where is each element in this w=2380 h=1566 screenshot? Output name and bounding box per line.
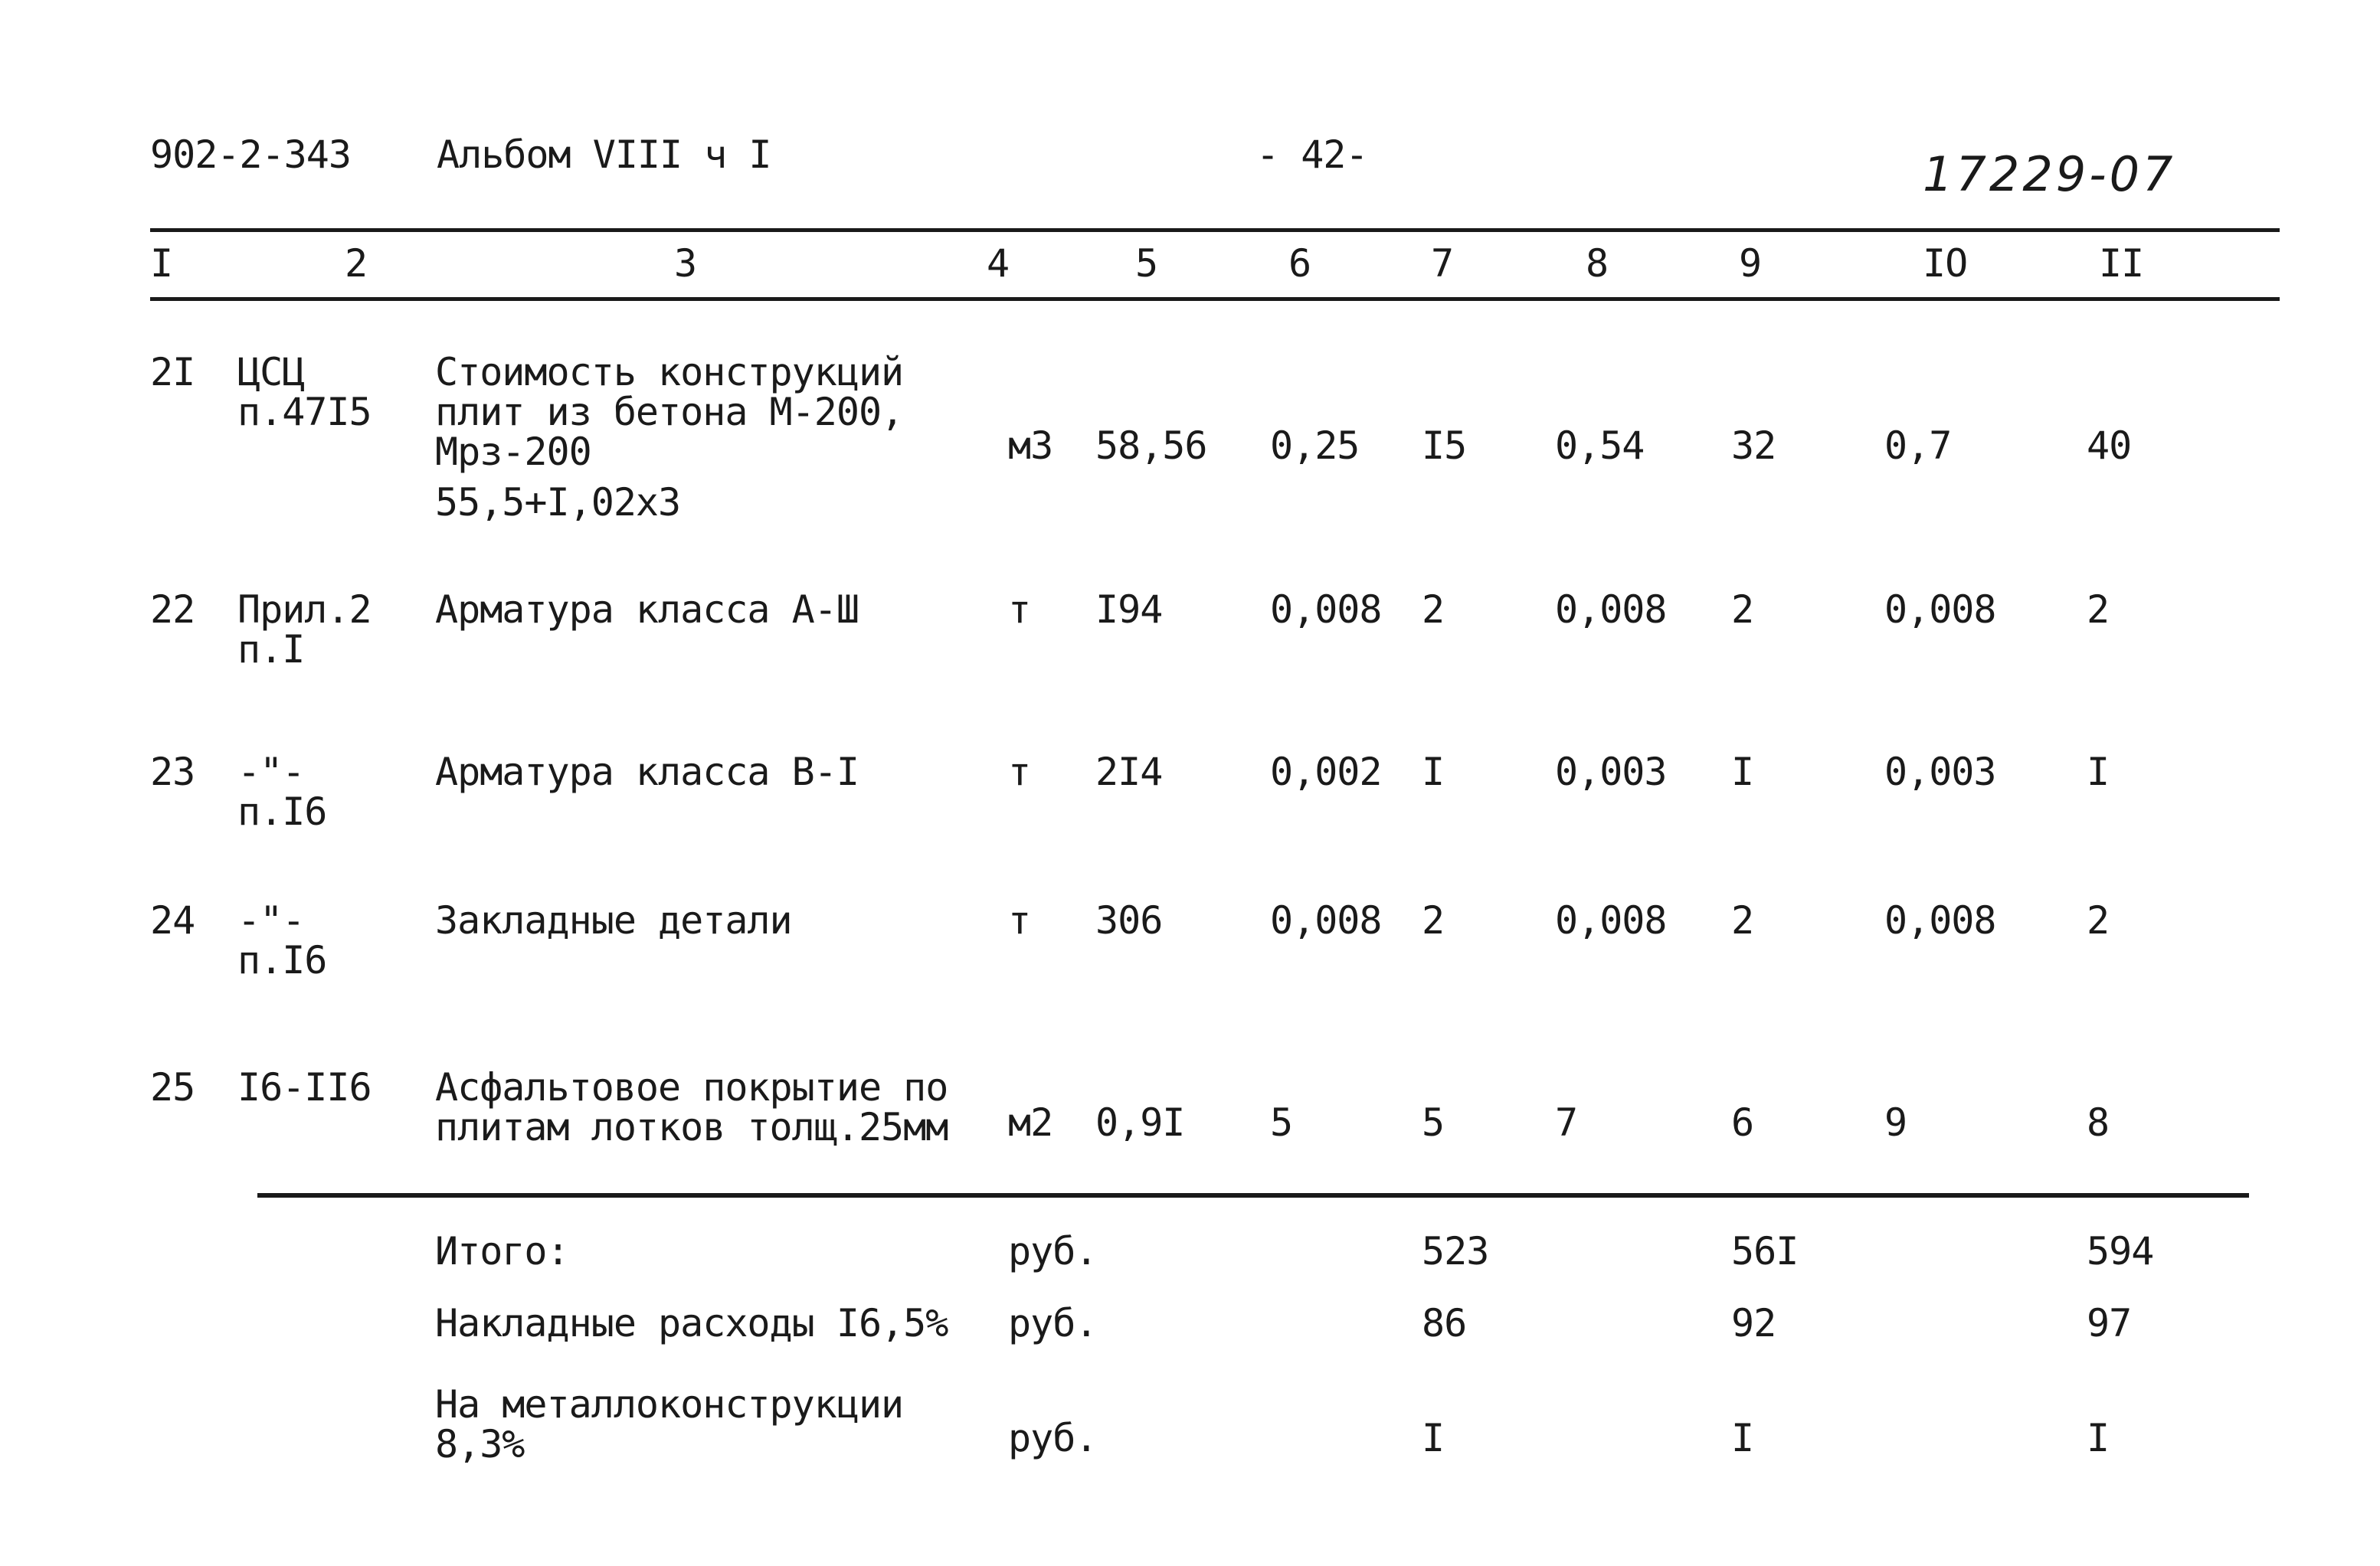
row-col9: 2 [1731,898,1754,943]
row-col5: 58,56 [1095,423,1207,468]
row-description: Асфальтовое покрытие по плитам лотков толщ.25мм [435,1065,948,1149]
totals-col11: 594 [2087,1229,2154,1273]
row-col10: 0,003 [1884,750,1996,794]
totals-col7: I [1422,1416,1445,1460]
column-header-6: 6 [1288,241,1311,286]
totals-label: Накладные расходы I6,5% [435,1301,948,1345]
row-col5: 0,9I [1095,1100,1185,1145]
totals-col11: I [2087,1416,2110,1460]
column-header-9: 9 [1739,241,1762,286]
row-unit: м2 [1008,1100,1053,1145]
row-col7: 5 [1422,1100,1445,1145]
doc-code: 902-2-343 [150,132,351,177]
row-col9: 32 [1731,423,1776,468]
row-col11: I [2087,750,2110,794]
totals-label: На металлоконструкции 8,3% [435,1382,904,1466]
row-description: Закладные детали [435,898,792,943]
totals-col9: 92 [1731,1301,1776,1345]
row-col5: 2I4 [1095,750,1163,794]
totals-col7: 523 [1422,1229,1489,1273]
row-col8: 0,003 [1555,750,1667,794]
row-reference: Прил.2 п.I [237,587,372,672]
row-description: Стоимость конструкций плит из бетона М-200, Мрз-200 [435,350,904,474]
row-col6: 0,25 [1270,423,1360,468]
row-col9: 2 [1731,587,1754,632]
row-number: 23 [150,750,195,794]
row-col7: I5 [1422,423,1467,468]
row-reference: -"- п.I6 [237,898,327,982]
row-col10: 9 [1884,1100,1907,1145]
column-header-3: 3 [674,241,697,286]
row-unit: т [1008,587,1031,632]
row-number: 22 [150,587,195,632]
row-col9: I [1731,750,1754,794]
page-number: - 42- [1256,132,1368,177]
totals-rule [257,1193,2249,1198]
column-header-7: 7 [1431,241,1454,286]
row-col6: 0,002 [1270,750,1382,794]
row-col6: 0,008 [1270,898,1382,943]
row-number: 2I [150,350,195,394]
row-number: 24 [150,898,195,943]
column-header-1: I [150,241,173,286]
row-unit: т [1008,750,1031,794]
header-rule-bottom [150,297,2280,301]
row-col7: 2 [1422,587,1445,632]
totals-col9: 56I [1731,1229,1799,1273]
row-col11: 2 [2087,898,2110,943]
totals-unit: руб. [1008,1229,1098,1273]
doc-number: 17229-07 [1923,146,2176,202]
row-unit: т [1008,898,1031,943]
row-col8: 7 [1555,1100,1578,1145]
column-header-10: IO [1923,241,1968,286]
row-col8: 0,008 [1555,587,1667,632]
row-col6: 5 [1270,1100,1293,1145]
row-col7: 2 [1422,898,1445,943]
totals-label: Итого: [435,1229,569,1273]
row-col11: 2 [2087,587,2110,632]
column-header-4: 4 [987,241,1010,286]
row-reference: ЦСЦ п.47I5 [237,350,372,434]
row-calculation: 55,5+I,02х3 [435,480,681,525]
row-col8: 0,54 [1555,423,1645,468]
album-label: Альбом VIII ч I [437,132,771,177]
row-description: Арматура класса В-I [435,750,859,794]
header-rule-top [150,228,2280,232]
row-col10: 0,008 [1884,587,1996,632]
row-col11: 8 [2087,1100,2110,1145]
column-header-2: 2 [345,241,368,286]
row-unit: м3 [1008,423,1053,468]
row-col5: 306 [1095,898,1163,943]
totals-col7: 86 [1422,1301,1467,1345]
row-reference: -"- п.I6 [237,750,327,834]
column-header-8: 8 [1586,241,1609,286]
totals-unit: руб. [1008,1301,1098,1345]
column-header-5: 5 [1135,241,1158,286]
row-col10: 0,7 [1884,423,1952,468]
row-col11: 40 [2087,423,2132,468]
row-col5: I94 [1095,587,1163,632]
row-col7: I [1422,750,1445,794]
row-col10: 0,008 [1884,898,1996,943]
column-header-11: II [2099,241,2144,286]
row-description: Арматура класса А-Ш [435,587,859,632]
totals-col9: I [1731,1416,1754,1460]
row-col8: 0,008 [1555,898,1667,943]
totals-col11: 97 [2087,1301,2132,1345]
row-col6: 0,008 [1270,587,1382,632]
totals-unit: руб. [1008,1416,1098,1460]
row-reference: I6-II6 [237,1065,372,1110]
row-col9: 6 [1731,1100,1754,1145]
row-number: 25 [150,1065,195,1110]
